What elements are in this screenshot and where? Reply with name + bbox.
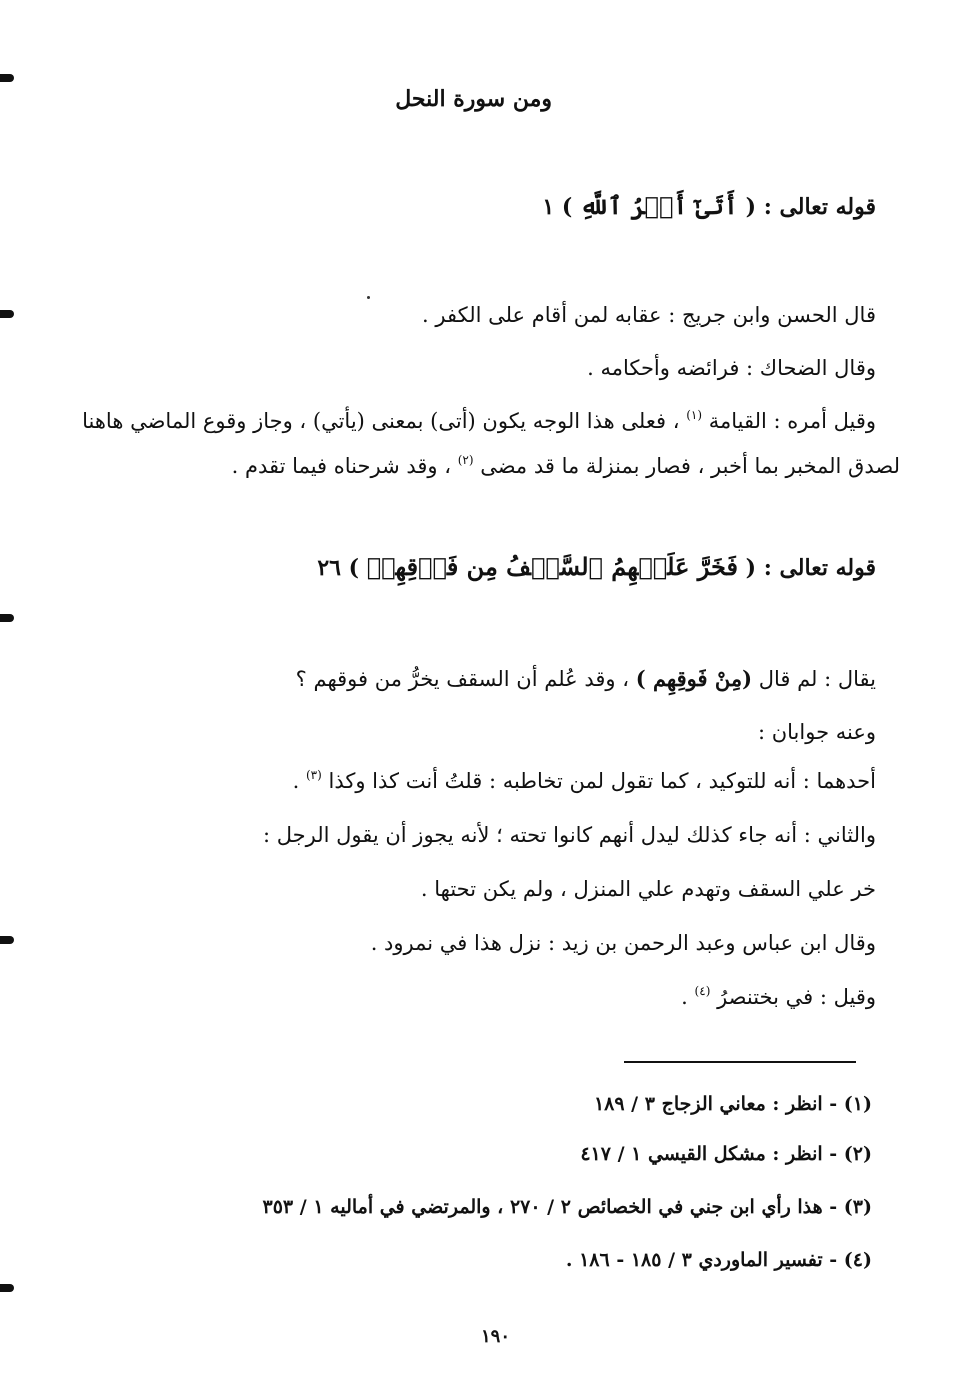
paragraph xyxy=(296,664,876,694)
text-run: أحدهما : أنه للتوكيد ، كما تقول لمن تخاطبه : قلتُ أنت كذا وكذا xyxy=(328,769,876,793)
paragraph: وقال الضحاك : فرائضه وأحكامه . xyxy=(587,356,876,380)
page-title: ومن سورة النحل xyxy=(395,86,552,112)
paragraph xyxy=(82,406,876,439)
heading-lead: قوله تعالى : ( xyxy=(745,555,876,581)
footnote: (٢) - انظر : مشكل القيسي ١ / ٤١٧ xyxy=(580,1143,872,1165)
paragraph: خر علي السقف وتهدم علي المنزل ، ولم يكن تحتها . xyxy=(420,877,876,901)
paragraph: قال الحسن وابن جريج : عقابه لمن أقام على الكفر . xyxy=(422,303,876,327)
text-run: وقيل أمره : القيامة xyxy=(708,409,876,433)
paragraph: وقال ابن عباس وعبد الرحمن بن زيد : نزل هذا في نمرود . xyxy=(370,931,876,955)
scan-edge-mark xyxy=(0,310,14,318)
heading-end: ) ٢٦ xyxy=(317,555,360,581)
text-run: ، فعلى هذا الوجه يكون (أتى) بمعنى (يأتي) ، وجاز وقوع الماضي هاهنا xyxy=(82,409,680,433)
footnote: (١) - انظر : معاني الزجاج ٣ / ١٨٩ xyxy=(593,1093,872,1115)
paragraph: والثاني : أنه جاء كذلك ليدل أنهم كانوا تحته ؛ لأنه يجوز أن يقول الرجل : xyxy=(263,823,876,847)
quran-verse: فَخَرَّ عَلَيۡهِمُ ٱلسَّقۡفُ مِن فَوۡقِهِمۡ xyxy=(366,552,738,581)
paragraph xyxy=(293,766,876,799)
quran-verse: أَتَىٰٓ أَمۡرُ ٱللَّهِ xyxy=(579,191,738,220)
footnote: (٤) - تفسير الماوردي ٣ / ١٨٥ - ١٨٦ . xyxy=(565,1249,872,1271)
verse-heading-2 xyxy=(317,552,876,583)
footnote-ref: (١) xyxy=(686,408,703,422)
scan-edge-mark xyxy=(0,936,14,944)
quoted-phrase: (مِنْ فَوقِهِم ) xyxy=(635,666,753,691)
text-run: ، وقد عُلم أن السقف يخرُّ من فوقهم ؟ xyxy=(295,667,630,691)
footnote-ref: (٣) xyxy=(305,768,322,782)
footnote-ref: (٢) xyxy=(457,453,474,467)
text-run: . xyxy=(292,769,300,793)
text-run: يقال : لم قال xyxy=(758,667,876,691)
footnote-ref: (٤) xyxy=(694,984,711,998)
verse-heading-1 xyxy=(542,191,876,222)
footnote: (٣) - هذا رأي ابن جني في الخصائص ٢ / ٢٧٠ ، والمرتضي في أماليه ١ / ٣٥٣ xyxy=(262,1196,872,1218)
heading-lead: قوله تعالى : ( xyxy=(745,194,876,220)
paragraph xyxy=(681,982,876,1015)
scan-edge-mark xyxy=(0,614,14,622)
page-number: ١٩٠ xyxy=(480,1326,510,1347)
scan-speck xyxy=(367,296,370,299)
paragraph: وعنه جوابان : xyxy=(757,720,876,744)
scan-edge-mark xyxy=(0,1284,14,1292)
scan-edge-mark xyxy=(0,74,14,82)
footnote-separator xyxy=(624,1061,856,1063)
text-run: ، وقد شرحناه فيما تقدم . xyxy=(231,454,451,478)
text-run: . xyxy=(681,985,688,1009)
paragraph xyxy=(232,451,900,484)
text-run: وقيل : في بختنصرُ xyxy=(717,985,876,1009)
heading-end: ) ١ xyxy=(542,194,573,220)
text-run: لصدق المخبر بما أخبر ، فصار بمنزلة ما قد مضى xyxy=(480,454,900,478)
